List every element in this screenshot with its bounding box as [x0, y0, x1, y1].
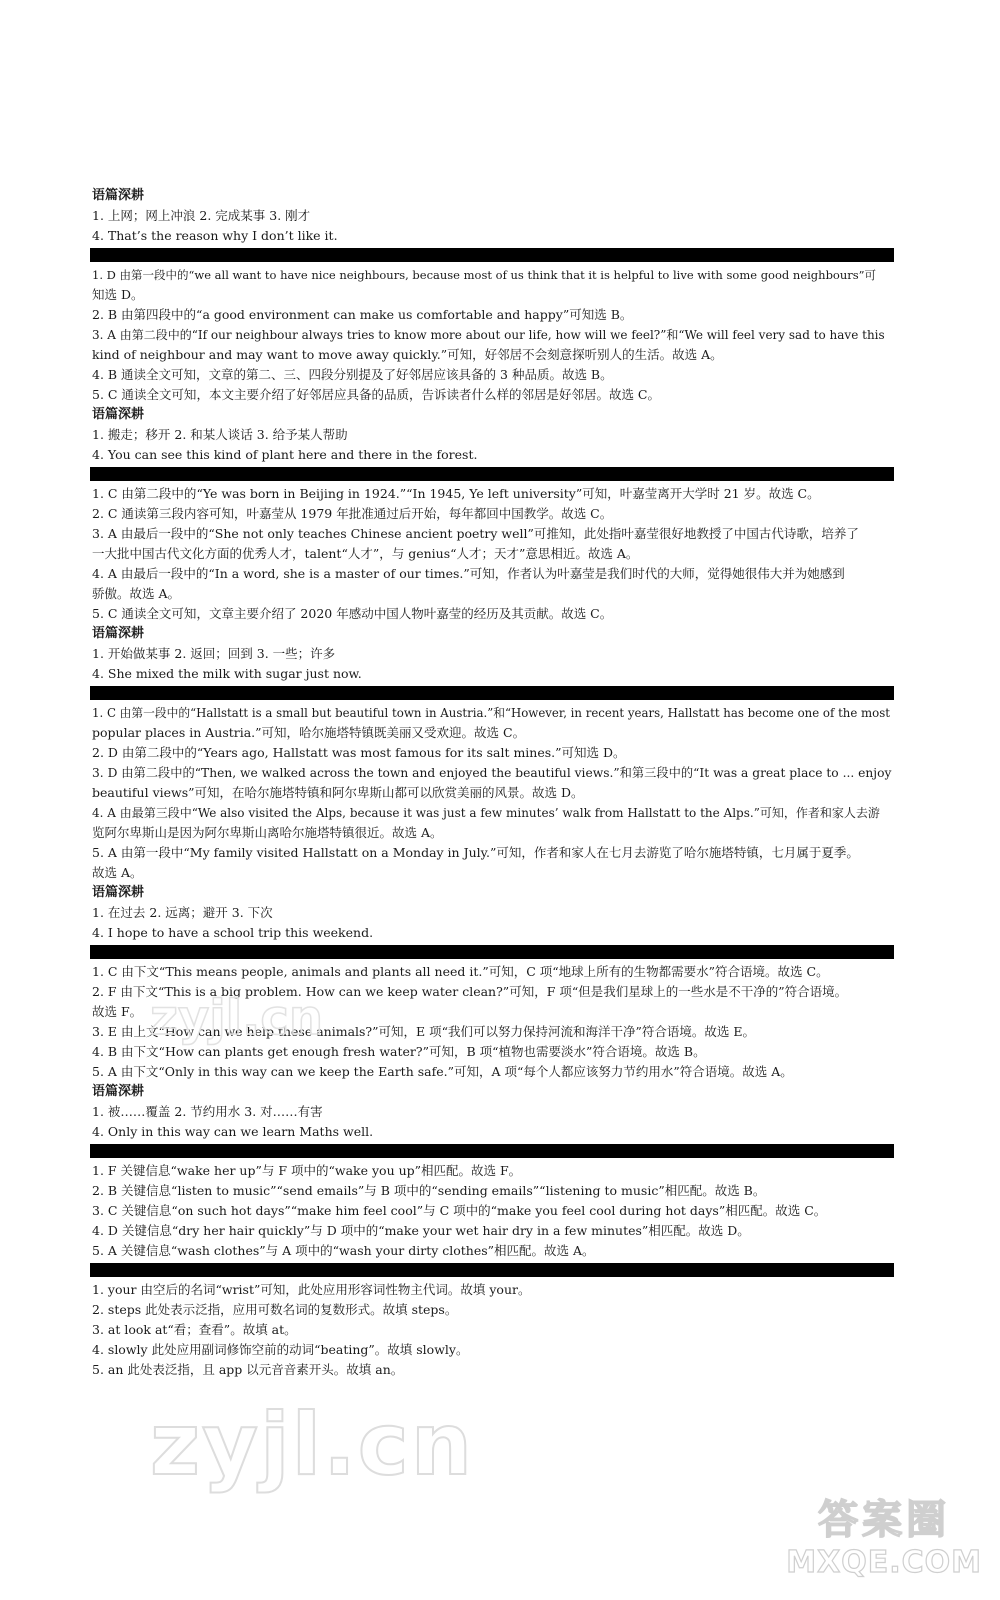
corner-watermark-en: MXQE.COM	[786, 1545, 982, 1580]
answer-line: popular places in Austria.”可知，哈尔施塔特镇既美丽又受欢迎。故选 C。	[92, 725, 526, 740]
answer-line: 3. A 由第二段中的“If our neighbour always tries to know more about our life, how will we feel?”和“We will feel very sad to have this	[92, 328, 885, 342]
answer-line: 1. 搬走；移开 2. 和某人谈话 3. 给予某人帮助	[92, 427, 348, 442]
answer-line: 3. D 由第二段中的“Then, we walked across the town and enjoyed the beautiful views.”和第三段中的“It was a great place to ... enjoy	[92, 766, 892, 780]
answer-line: 4. That’s the reason why I don’t like it.	[92, 228, 338, 243]
section-divider-bar	[90, 1263, 894, 1277]
answer-line: 2. B 由第四段中的“a good environment can make us comfortable and happy”可知选 B。	[92, 307, 633, 322]
answer-line: 4. A 由最第三段中“We also visited the Alps, because it was just a few minutes’ walk from Hallstatt to the Alps.”可知，作者和家人去游	[92, 806, 880, 820]
answer-line: 5. A 由第一段中“My family visited Hallstatt on a Monday in July.”可知，作者和家人在七月去游览了哈尔施塔特镇，七月属于夏季。	[92, 845, 859, 860]
answer-line: 4. D 关键信息“dry her hair quickly”与 D 项中的“make your wet hair dry in a few minutes”相匹配。故选 D。	[92, 1223, 750, 1238]
answer-line: 2. D 由第二段中的“Years ago, Hallstatt was most famous for its salt mines.”可知选 D。	[92, 745, 626, 760]
answer-line: 1. 开始做某事 2. 返回；回到 3. 一些；许多	[92, 646, 336, 661]
answer-line: kind of neighbour and may want to move away quickly.”可知，好邻居不会刻意探听别人的生活。故选 A。	[92, 347, 723, 362]
answer-line: 1. 在过去 2. 远离；避开 3. 下次	[92, 905, 273, 920]
corner-watermark	[786, 1488, 982, 1580]
section-heading: 语篇深耕	[92, 626, 145, 641]
section-divider-bar	[90, 248, 894, 262]
answer-line: 5. an 此处表泛指，且 app 以元音音素开头。故填 an。	[92, 1362, 404, 1377]
answer-line: 5. A 由下文“Only in this way can we keep the Earth safe.”可知，A 项“每个人都应该努力节约用水”符合语境。故选 A。	[92, 1064, 793, 1079]
answer-line: 5. C 通读全文可知，本文主要介绍了好邻居应具备的品质，告诉读者什么样的邻居是好邻居。故选 C。	[92, 387, 660, 402]
section-divider-bar	[90, 686, 894, 700]
answer-line: 3. at look at“看；查看”。故填 at。	[92, 1322, 297, 1337]
answer-key-content	[92, 186, 892, 1380]
answer-line: 2. C 通读第三段内容可知，叶嘉莹从 1979 年批准通过后开始，每年都回中国教学。故选 C。	[92, 506, 613, 521]
answer-line: 1. C 由第二段中的“Ye was born in Beijing in 1924.”“In 1945, Ye left university”可知，叶嘉莹离开大学时 21 岁。故选 C。	[92, 486, 820, 501]
answer-line: 1. C 由下文“This means people, animals and plants all need it.”可知，C 项“地球上所有的生物都需要水”符合语境。故选 C。	[92, 964, 829, 979]
answer-line: 5. A 关键信息“wash clothes”与 A 项中的“wash your dirty clothes”相匹配。故选 A。	[92, 1243, 595, 1258]
section-divider-bar	[90, 1144, 894, 1158]
corner-watermark-cn: 答案圈	[818, 1497, 951, 1543]
answer-line: 故选 A。	[92, 865, 143, 880]
answer-line: 2. steps 此处表示泛指，应用可数名词的复数形式。故填 steps。	[92, 1302, 458, 1317]
answer-line: 4. B 通读全文可知，文章的第二、三、四段分别提及了好邻居应该具备的 3 种品质。故选 B。	[92, 367, 613, 382]
answer-line: 1. C 由第一段中的“Hallstatt is a small but beautiful town in Austria.”和“However, in recent years, Hallstatt has become one of the most	[92, 706, 891, 720]
answer-line: 1. your 由空后的名词“wrist”可知，此处应用形容词性物主代词。故填 your。	[92, 1282, 531, 1297]
answer-line: 1. 上网；网上冲浪 2. 完成某事 3. 刚才	[92, 208, 311, 223]
section-heading: 语篇深耕	[92, 885, 145, 900]
answer-line: 骄傲。故选 A。	[92, 586, 181, 601]
answer-line: 3. C 关键信息“on such hot days”“make him feel cool”与 C 项中的“make you feel cool during hot days”相匹配。故选 C。	[92, 1203, 827, 1218]
answer-line: 4. I hope to have a school trip this weekend.	[92, 925, 374, 940]
section-divider-bar	[90, 945, 894, 959]
section-heading: 语篇深耕	[92, 1084, 145, 1099]
section-heading: 语篇深耕	[92, 188, 145, 203]
answer-line: 1. D 由第一段中的“we all want to have nice neighbours, because most of us think that it is helpful to live with some good neighbours”可	[92, 268, 877, 282]
answer-line: 3. E 由上文“How can we help these animals?”可知，E 项“我们可以努力保持河流和海洋干净”符合语境。故选 E。	[92, 1024, 756, 1039]
watermark-mid: zyjl.cn	[150, 990, 323, 1046]
answer-line: 3. A 由最后一段中的“She not only teaches Chinese ancient poetry well”可推知，此处指叶嘉莹很好地教授了中国古代诗歌，培养了	[92, 526, 859, 541]
answer-line: 4. She mixed the milk with sugar just now.	[92, 666, 362, 681]
watermark-main: zyjl.cn	[150, 1395, 474, 1495]
answer-line: 2. B 关键信息“listen to music”“send emails”与 B 项中的“sending emails”“listening to music”相匹配。故选 B。	[92, 1183, 766, 1198]
answer-line: 1. 被……覆盖 2. 节约用水 3. 对……有害	[92, 1104, 323, 1119]
answer-line: 1. F 关键信息“wake her up”与 F 项中的“wake you up”相匹配。故选 F。	[92, 1163, 522, 1178]
answer-line: 4. Only in this way can we learn Maths well.	[92, 1124, 374, 1139]
answer-line: beautiful views”可知，在哈尔施塔特镇和阿尔卑斯山都可以欣赏美丽的风景。故选 D。	[92, 785, 584, 800]
answer-line: 故选 F。	[92, 1004, 143, 1019]
section-heading: 语篇深耕	[92, 407, 145, 422]
answer-line: 2. F 由下文“This is a big problem. How can we keep water clean?”可知，F 项“但是我们星球上的一些水是不干净的”符合语境。	[92, 984, 848, 999]
answer-line: 一大批中国古代文化方面的优秀人才，talent“人才”，与 genius“人才；天才”意思相近。故选 A。	[92, 546, 639, 561]
answer-line: 4. slowly 此处应用副词修饰空前的动词“beating”。故填 slowly。	[92, 1342, 469, 1357]
answer-line: 4. B 由下文“How can plants get enough fresh water?”可知，B 项“植物也需要淡水”符合语境。故选 B。	[92, 1044, 706, 1059]
section-divider-bar	[90, 467, 894, 481]
answer-line: 4. A 由最后一段中的“In a word, she is a master of our times.”可知，作者认为叶嘉莹是我们时代的大师，觉得她很伟大并为她感到	[92, 566, 845, 581]
answer-line: 知选 D。	[92, 287, 144, 302]
answer-line: 4. You can see this kind of plant here and there in the forest.	[92, 447, 478, 462]
answer-line: 览阿尔卑斯山是因为阿尔卑斯山离哈尔施塔特镇很近。故选 A。	[92, 825, 443, 840]
answer-line: 5. C 通读全文可知，文章主要介绍了 2020 年感动中国人物叶嘉莹的经历及其贡献。故选 C。	[92, 606, 613, 621]
